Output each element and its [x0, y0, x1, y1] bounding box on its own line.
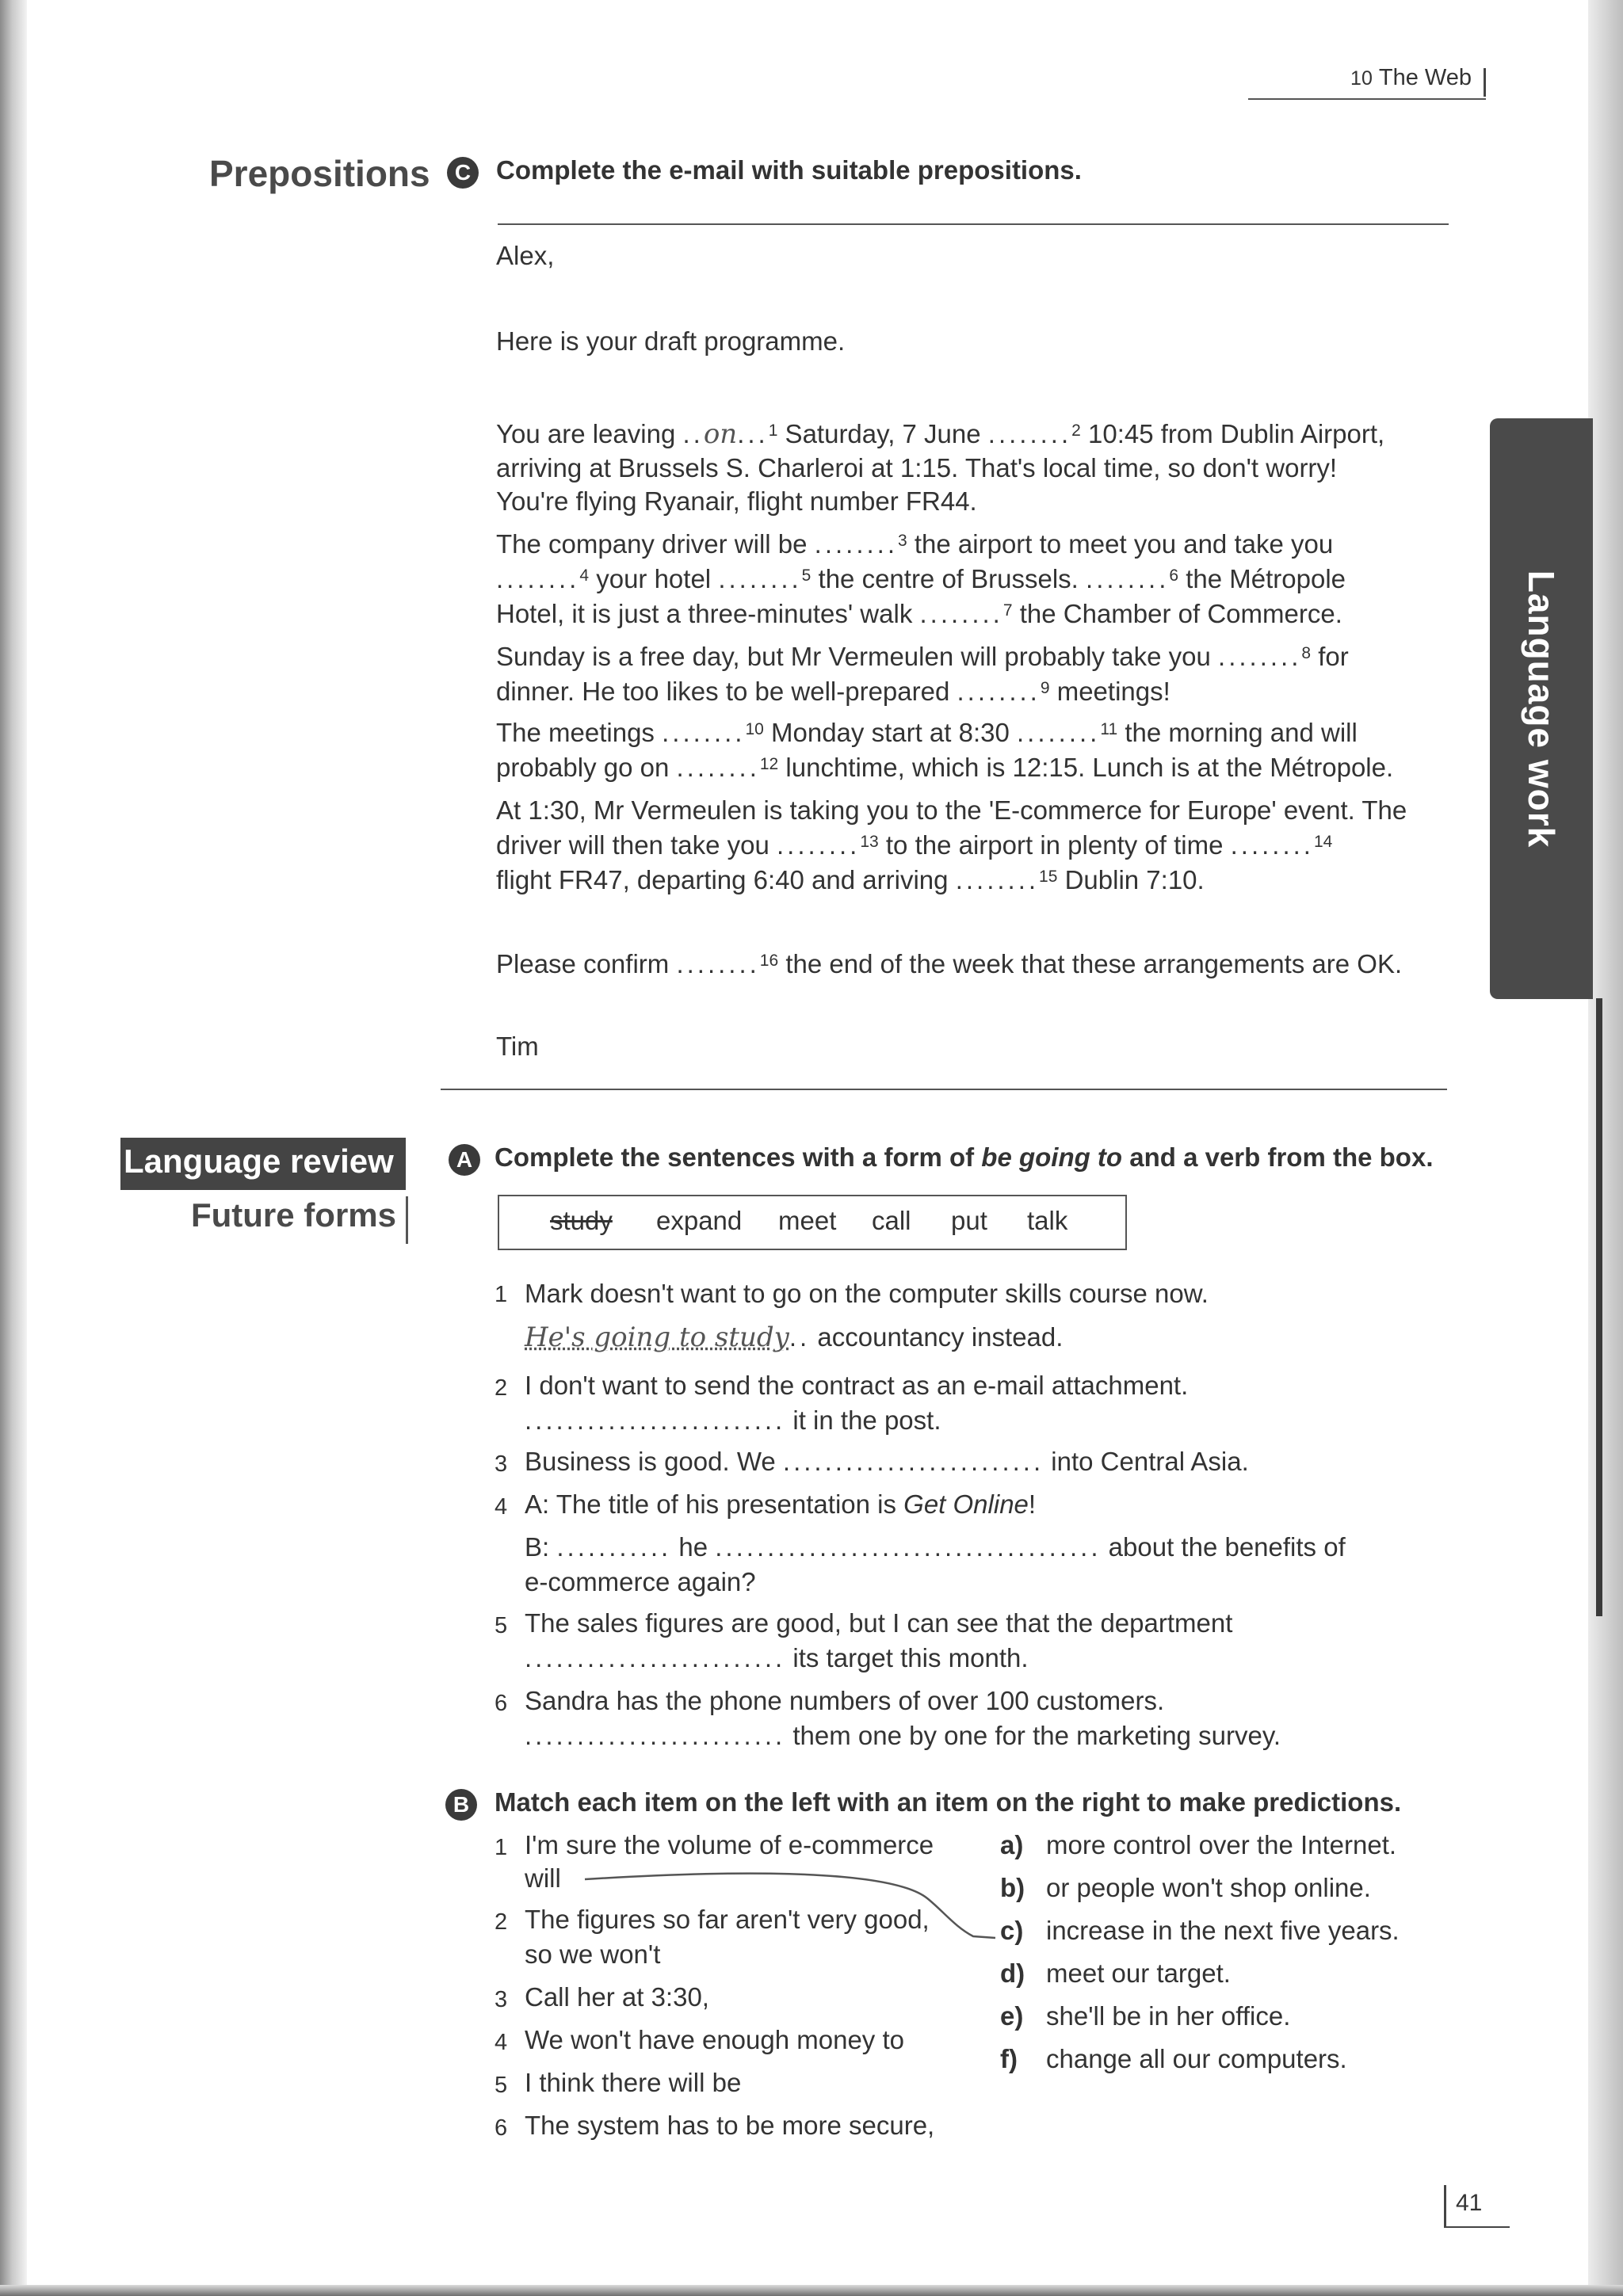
text: A: The title of his presentation is: [525, 1489, 904, 1519]
text: You are leaving: [496, 419, 683, 448]
word-put: put: [951, 1206, 987, 1235]
page-number-box: [1444, 2185, 1510, 2228]
text: about the benefits of: [1101, 1532, 1346, 1562]
prepositions-instruction: Complete the e-mail with suitable prepositions.: [496, 155, 1082, 185]
text: !: [1028, 1489, 1037, 1519]
item-number: 4: [495, 1494, 508, 1520]
item-number: 3: [495, 1987, 508, 2012]
email-line-6: [496, 599, 1342, 629]
prepositions-heading: Prepositions: [209, 153, 430, 194]
item-number: 5: [495, 2073, 508, 2098]
word-box: [498, 1195, 1127, 1250]
gap-number: 13: [860, 833, 879, 851]
gap-number: 6: [1169, 566, 1179, 585]
text: The meetings: [496, 718, 663, 747]
email-line-11: At 1:30, Mr Vermeulen is taking you to the 'E-commerce for Europe' event. The: [496, 795, 1407, 825]
book-spine-shadow: [0, 0, 27, 2296]
text: them one by one for the marketing survey.: [785, 1721, 1281, 1750]
blank: .........................: [525, 1721, 786, 1750]
gap-number: 7: [1002, 601, 1013, 620]
gap-number: 15: [1039, 868, 1058, 886]
text: Business is good. We: [525, 1447, 783, 1476]
language-review-banner: [120, 1138, 406, 1190]
left-item-2-line-1: The figures so far aren't very good,: [525, 1905, 930, 1934]
left-item-6: The system has to be more secure,: [525, 2111, 935, 2140]
left-item-1-line-1: I'm sure the volume of e-commerce: [525, 1830, 934, 1859]
blank: .........................: [525, 1643, 786, 1672]
blank: ........: [987, 419, 1072, 448]
text: Please confirm: [496, 949, 677, 978]
right-item-a: more control over the Internet.: [1046, 1830, 1397, 1859]
right-item-e: she'll be in her office.: [1046, 2001, 1291, 2031]
word-expand: expand: [656, 1206, 743, 1235]
blank: ........: [496, 564, 580, 593]
item-6-line-2: [525, 1721, 1281, 1751]
left-item-5: I think there will be: [525, 2068, 742, 2097]
text: the Chamber of Commerce.: [1012, 599, 1342, 628]
section-side-tab: [1490, 418, 1593, 999]
text: your hotel: [589, 564, 719, 593]
item-1-example-answer: He's going to study: [525, 1322, 789, 1353]
right-key: a): [1000, 1830, 1024, 1859]
text: the Métropole: [1178, 564, 1346, 593]
blank: ........: [662, 718, 746, 747]
right-key: f): [1000, 2044, 1018, 2073]
right-key: b): [1000, 1873, 1025, 1902]
text: Monday start at 8:30: [763, 718, 1017, 747]
page-bottom-edge: [0, 2285, 1623, 2296]
header-tick: [1484, 68, 1486, 97]
item-6-line-1: Sandra has the phone numbers of over 100 customers.: [525, 1686, 1165, 1715]
email-line-3: You're flying Ryanair, flight number FR44.: [496, 486, 977, 516]
blank: .........................: [782, 1447, 1044, 1476]
word-talk: talk: [1027, 1206, 1068, 1235]
side-tab-label: Language work: [1521, 570, 1562, 848]
text: the morning and will: [1117, 718, 1358, 747]
blank: ........: [814, 529, 899, 559]
text: he: [671, 1532, 716, 1562]
right-key: e): [1000, 2001, 1024, 2031]
item-1-line-1: Mark doesn't want to go on the computer skills course now.: [525, 1279, 1209, 1308]
email-greeting: Alex,: [496, 241, 555, 270]
blank: .....................................: [715, 1532, 1102, 1562]
blank: ........: [1017, 718, 1101, 747]
gap-number: 9: [1040, 679, 1050, 697]
text: Hotel, it is just a three-minutes' walk: [496, 599, 920, 628]
blank: ........: [1086, 564, 1170, 593]
item-number: 2: [495, 1909, 508, 1935]
header-title: [1350, 65, 1472, 91]
gap-number: 5: [801, 566, 812, 585]
email-line-13: [496, 865, 1205, 895]
item-number: 1: [495, 1282, 508, 1307]
presentation-title: Get Online: [903, 1489, 1029, 1519]
gap-number: 10: [745, 720, 764, 738]
email-bottom-rule: [441, 1089, 1447, 1090]
emphasis: be going to: [981, 1142, 1123, 1172]
text: 10:45 from Dublin Airport,: [1080, 419, 1385, 448]
blank: ........: [957, 677, 1041, 706]
language-review-heading: Language review: [124, 1142, 394, 1180]
unit-number: 10: [1350, 67, 1373, 90]
word-study-struck: study: [550, 1206, 613, 1235]
text: lunchtime, which is 12:15. Lunch is at the Métropole.: [778, 753, 1394, 782]
item-3-line-1: [525, 1447, 1249, 1477]
item-4-line-1: [525, 1489, 1036, 1520]
blank: .........................: [525, 1405, 786, 1435]
left-item-2-line-2: so we won't: [525, 1939, 661, 1969]
email-line-5: [496, 564, 1346, 594]
item-number: 3: [495, 1451, 508, 1477]
email-line-2: arriving at Brussels S. Charleroi at 1:15. That's local time, so don't worry!: [496, 453, 1338, 482]
right-key: c): [1000, 1916, 1024, 1945]
right-item-c: increase in the next five years.: [1046, 1916, 1400, 1945]
email-top-rule: [498, 223, 1449, 225]
item-number: 6: [495, 1691, 508, 1716]
email-line-9: [496, 718, 1358, 748]
email-line-14: [496, 949, 1402, 979]
word-meet: meet: [778, 1206, 837, 1235]
text: into Central Asia.: [1044, 1447, 1249, 1476]
text: and a verb from the box.: [1122, 1142, 1434, 1172]
blank: ........: [1218, 642, 1302, 671]
text: meetings!: [1049, 677, 1170, 706]
right-item-f: change all our computers.: [1046, 2044, 1347, 2073]
gap-number: 2: [1071, 421, 1081, 440]
blank: ...: [737, 419, 769, 448]
gap-number: 8: [1301, 644, 1312, 662]
email-signoff: Tim: [496, 1032, 539, 1061]
blank: ........: [919, 599, 1003, 628]
text: the centre of Brussels.: [811, 564, 1086, 593]
page-edge: [1588, 0, 1623, 2296]
text: the end of the week that these arrangements are OK.: [778, 949, 1403, 978]
blank: ........: [676, 753, 760, 782]
item-5-line-1: The sales figures are good, but I can see that the department: [525, 1608, 1233, 1638]
exercise-letter-b: B: [445, 1789, 477, 1821]
gap-number: 4: [579, 566, 590, 585]
text: probably go on: [496, 753, 677, 782]
blank: ........: [676, 949, 760, 978]
item-number: 1: [495, 1835, 508, 1860]
email-line-7: [496, 642, 1349, 672]
text: accountancy instead.: [810, 1322, 1064, 1352]
right-item-b: or people won't shop online.: [1046, 1873, 1371, 1902]
blank: ..: [682, 419, 704, 448]
blank: ........: [777, 830, 861, 860]
email-line-4: [496, 529, 1333, 559]
text: Saturday, 7 June: [777, 419, 988, 448]
future-forms-heading: Future forms: [190, 1196, 396, 1234]
exercise-b-instruction: Match each item on the left with an item on the right to make predictions.: [495, 1787, 1402, 1817]
item-1-line-2: [525, 1322, 1063, 1353]
exercise-letter-a: A: [449, 1144, 480, 1176]
text: dinner. He too likes to be well-prepared: [496, 677, 957, 706]
text: to the airport in plenty of time: [878, 830, 1231, 860]
blank: ........: [718, 564, 802, 593]
left-item-1-line-2: will: [525, 1863, 561, 1893]
email-intro: Here is your draft programme.: [496, 326, 846, 356]
exercise-a-instruction: [495, 1142, 1434, 1173]
text: the airport to meet you and take you: [907, 529, 1334, 559]
left-item-3: Call her at 3:30,: [525, 1982, 709, 2012]
text: flight FR47, departing 6:40 and arriving: [496, 865, 956, 894]
gap-number: 14: [1313, 833, 1333, 851]
item-2-line-1: I don't want to send the contract as an e-mail attachment.: [525, 1371, 1189, 1400]
text: for: [1311, 642, 1349, 671]
page-edge-bar: [1596, 998, 1602, 1616]
gap-number: 1: [768, 421, 778, 440]
item-4-line-2: [525, 1532, 1346, 1562]
item-number: 4: [495, 2030, 508, 2055]
gap-number: 11: [1100, 720, 1118, 738]
blank: ...........: [556, 1532, 672, 1562]
exercise-letter-c: C: [447, 157, 479, 189]
item-number: 5: [495, 1613, 508, 1638]
left-item-4: We won't have enough money to: [525, 2025, 904, 2054]
right-key: d): [1000, 1958, 1025, 1988]
word-call: call: [872, 1206, 911, 1235]
gap-number: 3: [898, 532, 907, 550]
text: B:: [525, 1532, 557, 1562]
right-item-d: meet our target.: [1046, 1958, 1231, 1988]
text: driver will then take you: [496, 830, 777, 860]
item-number: 6: [495, 2115, 508, 2141]
page-number: 41: [1456, 2190, 1483, 2216]
email-line-10: [496, 753, 1393, 783]
email-line-1: [496, 418, 1384, 450]
blank: ........: [1230, 830, 1314, 860]
running-header: [1248, 62, 1486, 100]
email-line-12: [496, 830, 1332, 860]
text: it in the post.: [785, 1405, 941, 1435]
gap-number: 12: [759, 755, 779, 773]
text: Dublin 7:10.: [1057, 865, 1205, 894]
text: its target this month.: [785, 1643, 1029, 1672]
blank: ..: [789, 1322, 811, 1352]
item-2-line-2: [525, 1405, 941, 1436]
email-line-8: [496, 677, 1170, 707]
example-answer: on: [703, 418, 738, 450]
text: The company driver will be: [496, 529, 815, 559]
item-4-line-3: e-commerce again?: [525, 1567, 756, 1596]
gap-number: 16: [759, 952, 779, 970]
text: Complete the sentences with a form of: [495, 1142, 982, 1172]
blank: ........: [955, 865, 1040, 894]
unit-title: The Web: [1378, 65, 1472, 90]
future-forms-heading-wrap: [158, 1196, 408, 1244]
item-5-line-2: [525, 1643, 1029, 1673]
item-number: 2: [495, 1375, 508, 1401]
text: Sunday is a free day, but Mr Vermeulen will probably take you: [496, 642, 1219, 671]
